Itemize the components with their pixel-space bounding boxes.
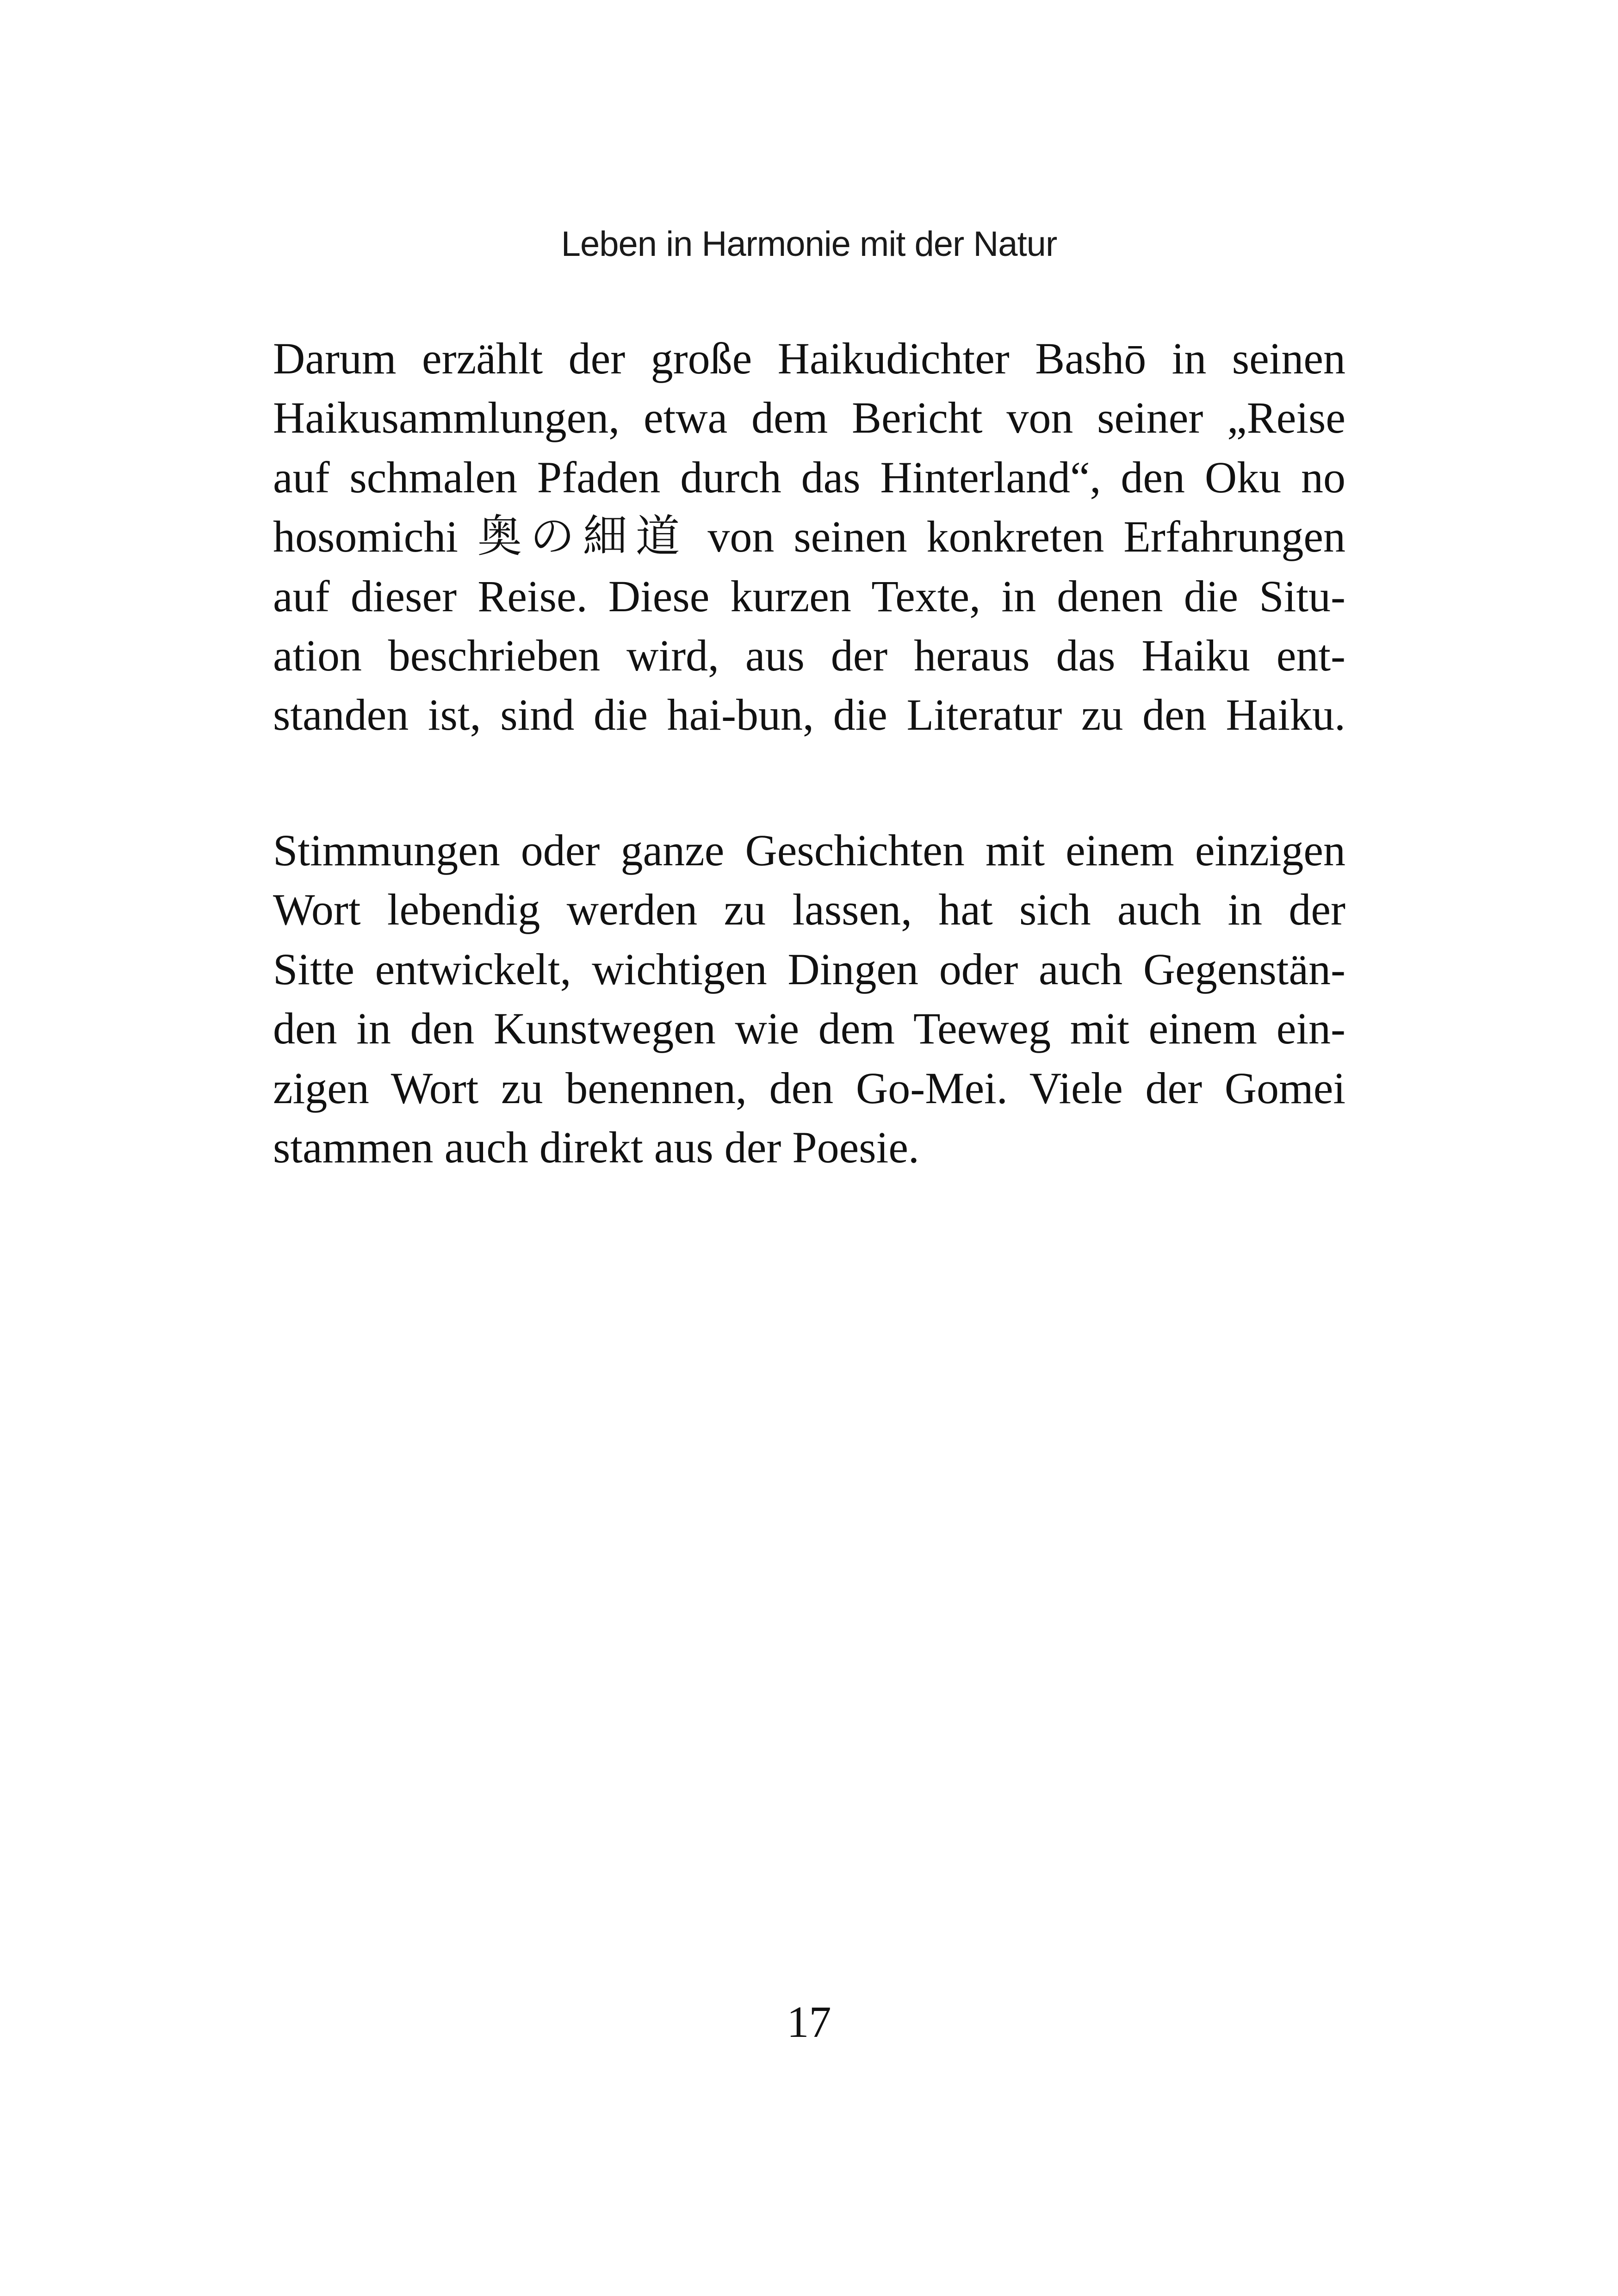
text-line: standen ist, sind die hai-bun, die Literatur zu den Haiku. <box>273 690 1345 740</box>
text-line: Haikusammlungen, etwa dem Bericht von seiner „Reise <box>273 393 1345 443</box>
text-line: ation beschrieben wird, aus der heraus das Haiku ent- <box>273 630 1345 680</box>
running-header: Leben in Harmonie mit der Natur <box>561 224 1057 264</box>
text-line: Stimmungen oder ganze Geschichten mit einem einzigen <box>273 825 1345 875</box>
text-line: hosomichi 奥の細道 von seinen konkreten Erfahrungen <box>273 512 1345 562</box>
text-line: den in den Kunstwegen wie dem Teeweg mit einem ein- <box>273 1004 1345 1054</box>
page-number: 17 <box>787 1997 831 2047</box>
body-paragraph-1 <box>273 329 1345 745</box>
text-line: Sitte entwickelt, wichtigen Dingen oder auch Gegenstän- <box>273 944 1345 994</box>
text-line: zigen Wort zu benennen, den Go-Mei. Viele der Gomei <box>273 1063 1345 1113</box>
body-paragraph-2 <box>273 821 1345 1177</box>
text-line: Wort lebendig werden zu lassen, hat sich auch in der <box>273 885 1345 935</box>
text-line: auf dieser Reise. Diese kurzen Texte, in denen die Situ- <box>273 571 1345 621</box>
text-line: Darum erzählt der große Haikudichter Bashō in seinen <box>273 334 1345 383</box>
text-line: stammen auch direkt aus der Poesie. <box>273 1122 919 1172</box>
text-line: auf schmalen Pfaden durch das Hinterland“, den Oku no <box>273 452 1345 502</box>
